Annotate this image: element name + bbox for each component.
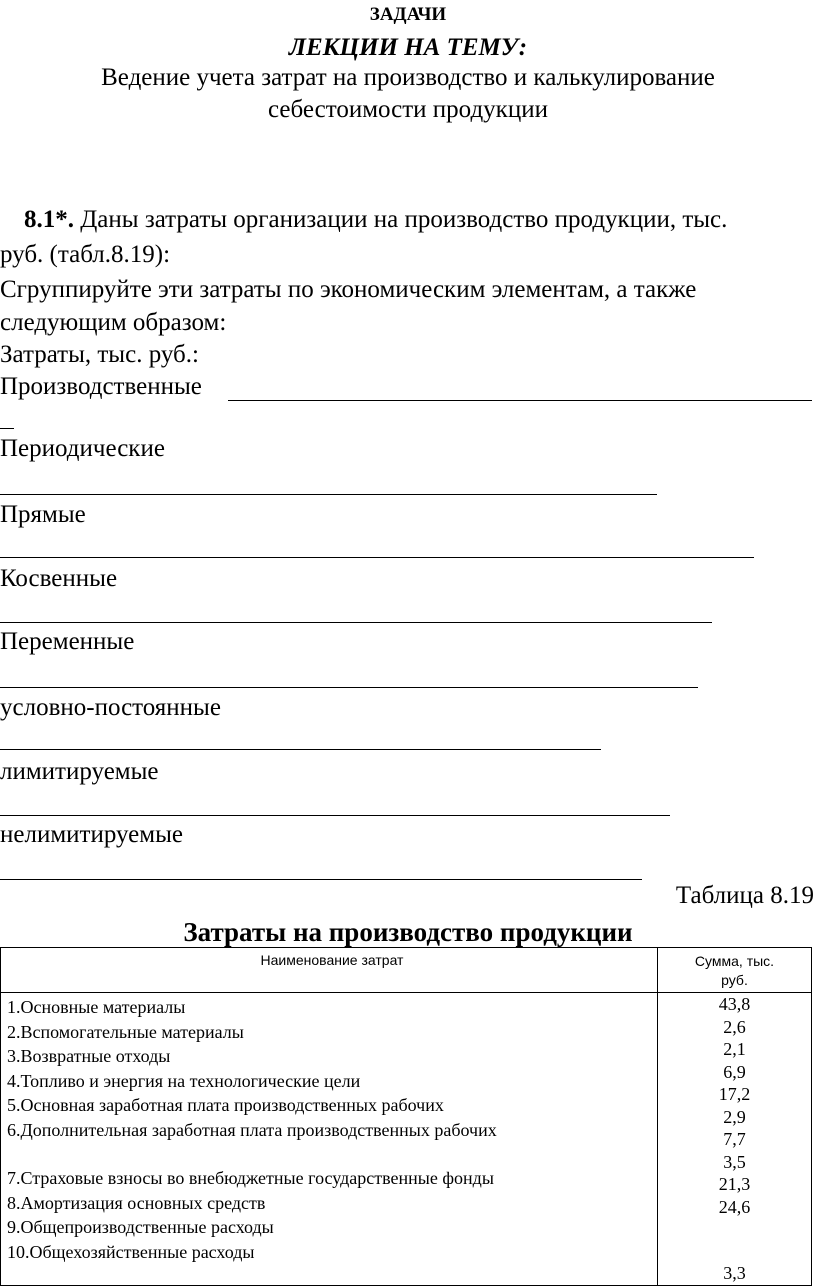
task-line-3: Сгруппируйте эти затраты по экономическим элементам, а также [0, 276, 697, 303]
category-variable: Переменные [0, 628, 135, 655]
value-item: 2,6 [723, 1016, 746, 1037]
table-row: 8.Амортизация основных средств [7, 1192, 266, 1213]
topic-line-2: себестоимости продукции [268, 96, 548, 123]
blank-line-variable [0, 687, 698, 688]
category-periodic: Периодические [0, 435, 165, 462]
table-row: 5.Основная заработная плата производственных рабочих [7, 1095, 444, 1115]
topic-line-1: Ведение учета затрат на производство и калькулирование [101, 64, 715, 91]
task-line-5: Затраты, тыс. руб.: [0, 341, 199, 368]
value-item: 24,6 [718, 1196, 751, 1217]
doc-label: ЗАДАЧИ [369, 4, 447, 25]
blank-line-periodic [0, 494, 657, 495]
category-semi-fixed: условно-постоянные [0, 694, 221, 721]
table-title: Затраты на производство продукции [183, 917, 633, 947]
blank-line-production-cont [0, 428, 14, 429]
task-number: 8.1*. [24, 206, 74, 233]
table-caption: Таблица 8.19 [675, 882, 814, 909]
task-line-2: руб. (табл.8.19): [0, 241, 171, 268]
value-item: 21,3 [718, 1174, 751, 1194]
cost-values-cell [658, 993, 812, 1286]
value-item: 2,9 [723, 1106, 746, 1127]
blank-line-semi-fixed [0, 749, 601, 750]
value-item: 43,8 [718, 994, 751, 1014]
task-line-1 [24, 206, 727, 234]
blank-line-production [228, 400, 812, 401]
table-row: 10.Общехозяйственные расходы [7, 1241, 255, 1262]
table-row-gap [7, 1142, 657, 1166]
col-header-name: Наименование затрат [1, 948, 658, 993]
table-row: 4.Топливо и энергия на технологические цели [7, 1070, 361, 1091]
table-row: 9.Общепроизводственные расходы [7, 1217, 274, 1237]
value-item: 3,5 [723, 1151, 746, 1172]
value-item: 2,1 [723, 1039, 746, 1059]
blank-line-indirect [0, 622, 712, 623]
table-body-row [1, 993, 812, 1286]
table-row: 2.Вспомогательные материалы [7, 1021, 244, 1042]
value-item: 17,2 [718, 1084, 751, 1104]
category-direct: Прямые [0, 501, 86, 528]
cost-names-cell [1, 993, 658, 1286]
value-gap [658, 1218, 811, 1262]
value-item: 7,7 [723, 1129, 746, 1149]
task-text-1: Даны затраты организации на производство продукции, тыс. [74, 206, 728, 233]
lecture-topic [0, 62, 816, 126]
category-limited: лимитируемые [0, 758, 159, 785]
col-header-sum-line1: Сумма, тыс. [694, 953, 775, 969]
category-unlimited: нелимитируемые [0, 821, 183, 848]
task-line-4: следующим образом: [0, 309, 227, 336]
col-header-sum-line2: руб. [721, 972, 748, 988]
value-item: 3,3 [723, 1263, 746, 1283]
lecture-subtitle: ЛЕКЦИИ НА ТЕМУ: [288, 34, 528, 61]
costs-table [0, 947, 812, 1286]
value-item: 6,9 [723, 1061, 746, 1082]
table-row: 3.Возвратные отходы [7, 1046, 171, 1066]
category-production: Производственные [0, 373, 202, 400]
blank-line-limited [0, 815, 670, 816]
blank-line-unlimited [0, 879, 642, 880]
table-row: 6.Дополнительная заработная плата производственных рабочих [7, 1119, 497, 1140]
table-row: 1.Основные материалы [7, 997, 186, 1017]
table-row: 7.Страховые взносы во внебюджетные государственные фонды [7, 1168, 494, 1188]
col-header-sum [658, 948, 812, 993]
table-header-row [1, 948, 812, 993]
category-indirect: Косвенные [0, 565, 118, 592]
blank-line-direct [0, 557, 754, 558]
